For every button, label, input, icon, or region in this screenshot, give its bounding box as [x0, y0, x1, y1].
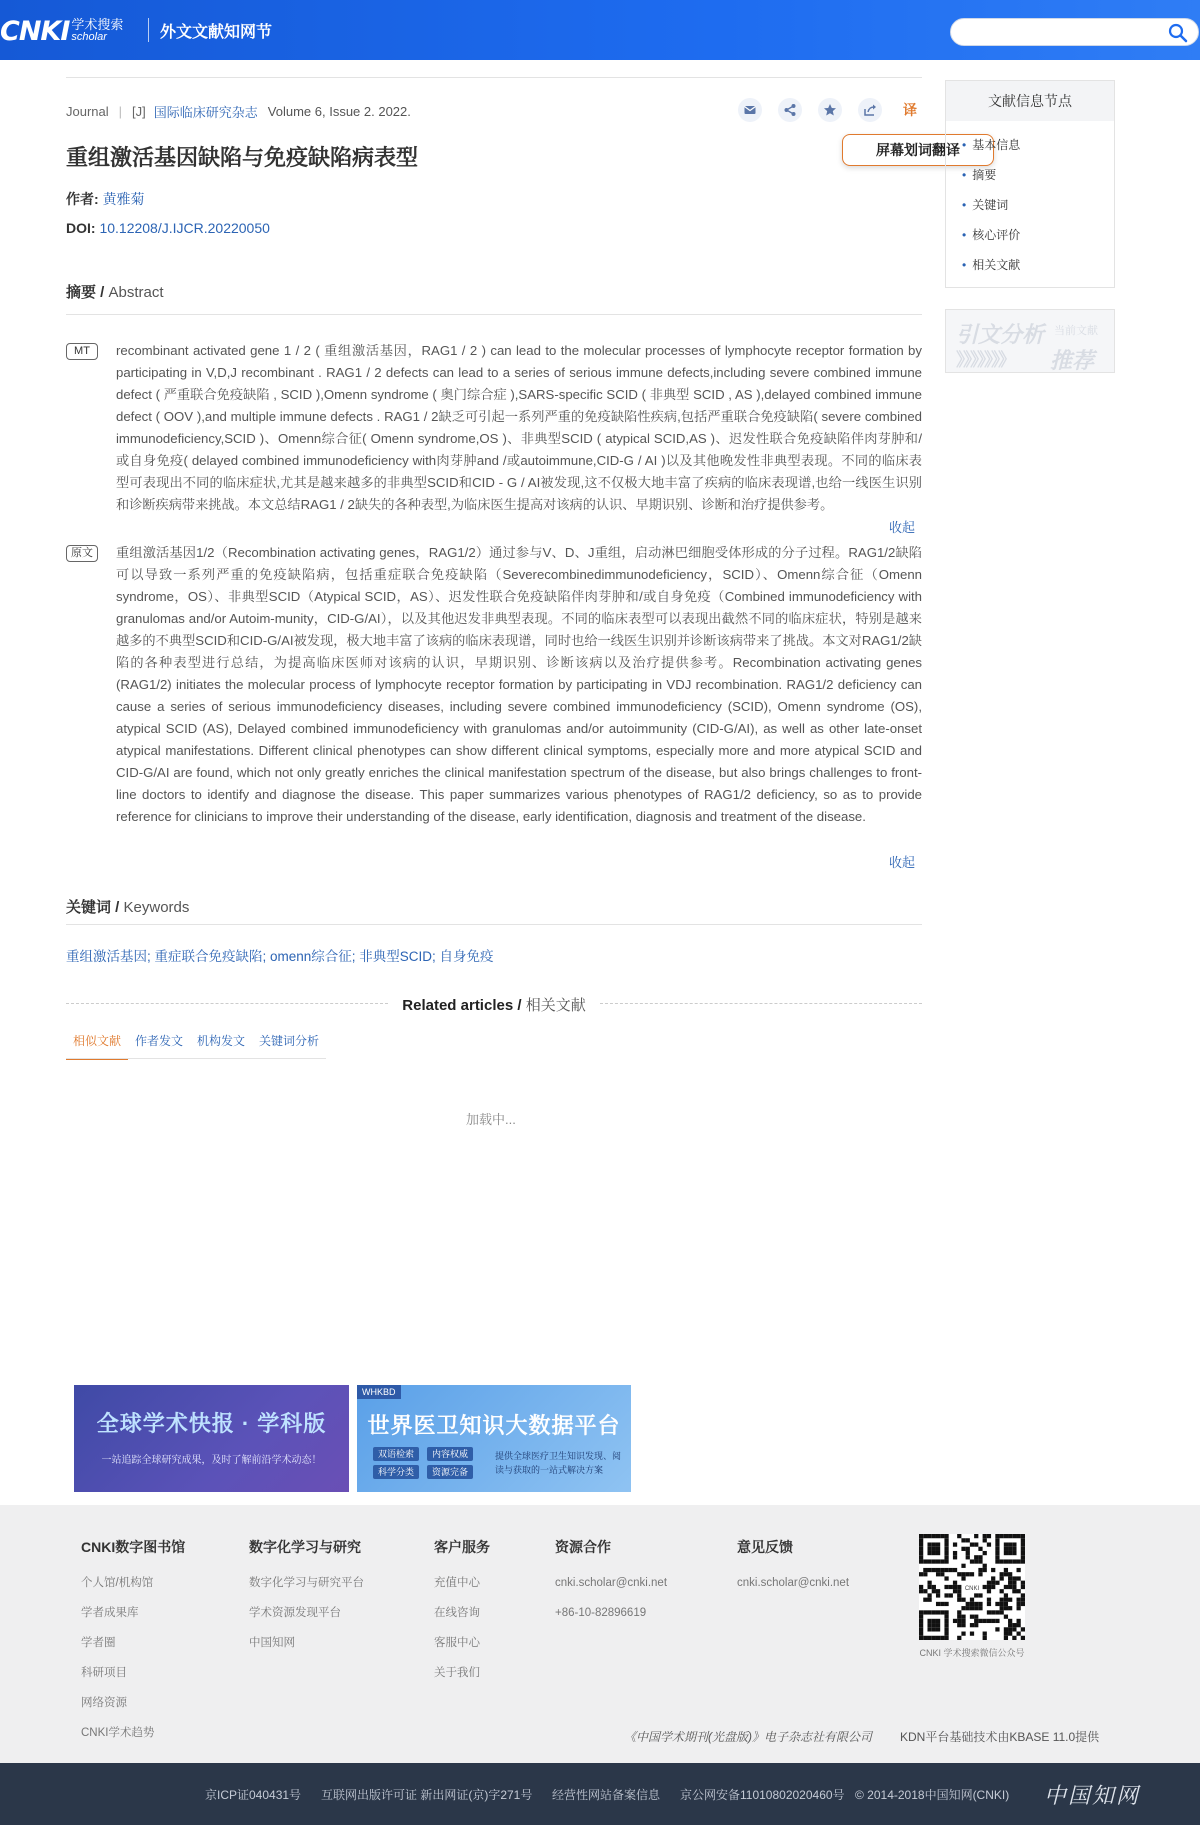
- sidebar-item-core-evaluation[interactable]: • 核心评价: [962, 226, 1020, 243]
- bottom-bar: [0, 1763, 1200, 1825]
- sidebar-heading: 文献信息节点: [946, 81, 1114, 121]
- original-abstract-text: 重组激活基因1/2（Recombination activating genes，RAG1/2）通过参与V、D、J重组，启动淋巴细胞受体形成的分子过程。RAG1/2缺陷可以导致一系列严重的免疫缺陷病，包括重症联合免疫缺陷（Severecombinedimmunodeficiency，SCID）、Omenn综合征（Omenn syndrome，OS）、非典型SCID（Atypical SCID，AS）、迟发性联合免疫缺陷伴肉芽肿和/或自身免疫（Combined immunodeficiency with granulomas and/or Autoim-munity，CID-G/AI），以及其他迟发非典型表现。不同的临床表型可以表现出截然不同的临床症状，特别是越来越多的不典型SCID和CID-G/AI被发现，极大地丰富了该病的临床表现谱，同时也给一线医生识别并诊断该病带来了挑战。本文对RAG1/2缺陷的各种表型进行总结，为提高临床医师对该病的认识，早期识别、诊断该病以及治疗提供参考。Recombination activating genes (RAG1/2) initiates the molecular process of lymphocyte receptor formation by participating in VDJ recombination. RAG1/2 deficiency can cause a series of serious immunodeficiency diseases, including severe combined immunodeficiency (SCID), Omenn syndrome (OS), atypical SCID (AS), Delayed combined immunodeficiency with granulomas and/or autoimmunity (CID-G/AI), as well as other late-onset atypical manifestations. Different clinical phenotypes can show different clinical symptoms, especially more and more atypical SCID and CID-G/AI are found, which not only greatly enriches the clinical manifestation spectrum of the disease, but also brings challenges to front-line doctors to identify and diagnose the disease. This paper summarizes various phenotypes of RAG1/2 deficiency, so as to provide reference for clinicians to improve their understanding of the disease, early identification, diagnosis and treatment of the disease.: [116, 545, 922, 824]
- footer-link[interactable]: 数字化学习与研究平台: [249, 1577, 364, 1589]
- related-tabs: [66, 1030, 326, 1060]
- top-header: [0, 0, 1200, 60]
- doc-type: Journal: [66, 104, 109, 119]
- original-collapse-link[interactable]: 收起: [889, 855, 916, 870]
- banner2-chip: 双语检索: [373, 1447, 419, 1461]
- keywords-heading-en: Keywords: [123, 899, 190, 916]
- journal-name-link[interactable]: 国际临床研究杂志: [153, 105, 258, 120]
- abstract-heading-en: Abstract: [108, 284, 164, 301]
- footer-email[interactable]: cnki.scholar@cnki.net: [737, 1577, 850, 1589]
- footer-phone: +86-10-82896619: [555, 1607, 647, 1619]
- author-label: 作者:: [66, 191, 103, 207]
- author-line: [66, 189, 145, 209]
- copyright: © 2014-2018中国知网(CNKI): [855, 1788, 1010, 1802]
- police-record[interactable]: 京公网安备11010802020460号: [680, 1788, 845, 1802]
- footer-col-title: CNKI数字图书馆: [81, 1539, 186, 1555]
- abstract-divider: [66, 314, 922, 315]
- author-link[interactable]: 黄雅菊: [102, 191, 145, 207]
- tab-author-articles[interactable]: 作者发文: [135, 1034, 184, 1048]
- website-record[interactable]: 经营性网站备案信息: [552, 1788, 661, 1802]
- keywords-heading-cn: 关键词 /: [66, 899, 124, 916]
- footer-col-feedback: [737, 1537, 849, 1606]
- mt-abstract-text: recombinant activated gene 1 / 2 ( 重组激活基因，RAG1 / 2 ) can lead to the molecular processes of lymphocyte receptor formation by participating in V,D,J recombinant . RAG1 / 2 defects can lead to a series of serious immune defects,including severe combined immune defect ( 严重联合免疫缺陷 , SCID ),Omenn syndrome ( 奥门综合症 ),SARS-specific SCID ( 非典型 SCID , AS ),delayed combined immune defect ( OOV ),and multiple immune defects . RAG1 / 2缺乏可引起一系列严重的免疫缺陷性疾病,包括严重联合免疫缺陷( severe combined immunodeficiency,SCID )、Omenn综合征( Omenn syndrome,OS )、非典型SCID ( atypical SCID,AS )、迟发性联合免疫缺陷伴肉芽肿和/或自身免疫( delayed combined immunodeficiency with肉芽肿and /或autoimmune,CID-G / AI )以及其他晚发性非典型表现。不同的临床表型可表现出不同的临床症状,尤其是越来越多的非典型SCID和CID - G / AI被发现,这不仅极大地丰富了疾病的临床表现谱,也给一线医生识别和诊断疾病带来挑战。本文总结RAG1 / 2缺失的各种表型,为临床医生提高对该病的认识、早期识别、诊断和治疗提供参考。: [116, 343, 922, 512]
- search-icon[interactable]: [1168, 23, 1188, 43]
- footer-link[interactable]: 在线咨询: [434, 1607, 480, 1619]
- abstract-heading: [66, 281, 164, 302]
- banner2-tag: WHKBD: [357, 1385, 401, 1399]
- translate-button[interactable]: 译: [903, 102, 917, 118]
- banner2-chip: 科学分类: [373, 1465, 419, 1479]
- kdn-info: KDN平台基础技术由KBASE 11.0提供: [900, 1730, 1100, 1744]
- mt-tag: MT: [66, 343, 98, 360]
- cnki-logo[interactable]: [0, 16, 123, 46]
- original-tag: 原文: [66, 545, 98, 562]
- doi-line: [66, 220, 270, 236]
- footer-link[interactable]: 学者圈: [81, 1637, 116, 1649]
- banner2-chip: 内容权威: [427, 1447, 473, 1461]
- export-icon[interactable]: [858, 98, 882, 122]
- tab-similar-articles[interactable]: 相似文献: [66, 1030, 128, 1060]
- icp-license[interactable]: 京ICP证040431号: [205, 1788, 302, 1802]
- publishing-license[interactable]: 互联网出版许可证 新出网证(京)字271号: [321, 1788, 533, 1802]
- logo-main-text: CNKI: [0, 15, 70, 47]
- tab-institution-articles[interactable]: 机构发文: [197, 1034, 246, 1048]
- footer-link[interactable]: 学者成果库: [81, 1607, 139, 1619]
- meta-separator: |: [118, 104, 123, 119]
- site-title: 外文文献知网节: [160, 24, 273, 41]
- footer-col-service: [434, 1537, 490, 1696]
- related-heading-cn: 相关文献: [525, 997, 586, 1014]
- logo-sub-top: 学术搜索: [71, 17, 124, 32]
- sidebar-item-abstract[interactable]: • 摘要: [962, 166, 996, 183]
- sidebar-item-basic-info[interactable]: • 基本信息: [962, 136, 1020, 153]
- search-box: [950, 18, 1199, 46]
- global-academic-banner[interactable]: [74, 1385, 349, 1492]
- footer-col-learning: [249, 1537, 364, 1666]
- article-title: 重组激活基因缺陷与免疫缺陷病表型: [66, 145, 419, 170]
- footer-link[interactable]: 科研项目: [81, 1667, 127, 1679]
- article-meta: [66, 102, 411, 121]
- related-heading: [0, 994, 988, 1015]
- footer-link[interactable]: 客服中心: [434, 1637, 480, 1649]
- banner1-title: 全球学术快报 · 学科版: [96, 1411, 327, 1436]
- sidebar-item-related[interactable]: • 相关文献: [962, 256, 1020, 273]
- banner1-subtitle: 一站追踪全球研究成果，及时了解前沿学术动态！: [101, 1455, 322, 1466]
- search-input[interactable]: [963, 23, 1163, 43]
- ad-line1: 引文分析: [956, 322, 1045, 347]
- logo-sub-bottom: scholar: [71, 31, 107, 43]
- footer-link[interactable]: CNKI学术趋势: [81, 1727, 155, 1739]
- medical-knowledge-banner[interactable]: [357, 1385, 631, 1492]
- footer-link[interactable]: 中国知网: [249, 1637, 295, 1649]
- info-node-sidebar: [945, 80, 1115, 288]
- keywords-list[interactable]: 重组激活基因; 重症联合免疫缺陷; omenn综合征; 非典型SCID; 自身免疫: [66, 949, 494, 964]
- header-divider: [148, 18, 149, 42]
- cnki-brand-logo: 中国知网: [1044, 1784, 1141, 1809]
- footer-col-library: [81, 1537, 185, 1756]
- sidebar-item-keywords[interactable]: • 关键词: [962, 196, 1008, 213]
- related-heading-en: Related articles /: [402, 997, 526, 1014]
- footer-link[interactable]: 关于我们: [434, 1667, 480, 1679]
- mt-collapse-link[interactable]: 收起: [889, 520, 916, 535]
- citation-analysis-ad[interactable]: [945, 309, 1115, 373]
- banner2-title: 世界医卫知识大数据平台: [367, 1413, 621, 1438]
- tab-keyword-analysis[interactable]: 关键词分析: [259, 1034, 320, 1048]
- doi-label: DOI:: [66, 220, 100, 236]
- translate-tooltip: 屏幕划词翻译: [842, 134, 994, 166]
- footer-col-cooperation: [555, 1537, 667, 1636]
- footer-col-title: 数字化学习与研究: [249, 1539, 361, 1555]
- footer-link[interactable]: 个人馆/机构馆: [81, 1577, 154, 1589]
- qr-caption: CNKI 学术搜索微信公众号: [919, 1648, 1025, 1658]
- banner2-subtitle: 提供全球医疗卫生知识发现、阅读与获取的一站式解决方案: [495, 1451, 622, 1475]
- keywords-heading: [66, 896, 189, 917]
- favorite-star-icon[interactable]: [818, 98, 842, 122]
- wechat-qr-code: [919, 1534, 1025, 1640]
- share-icon[interactable]: [778, 98, 802, 122]
- loading-text: 加载中...: [466, 1112, 516, 1127]
- ad-line3: 推荐: [1050, 348, 1095, 373]
- banner2-chip: 资源完备: [427, 1465, 473, 1479]
- qr-center-label: CNKI: [964, 1586, 980, 1592]
- tabs-divider: [66, 1058, 326, 1059]
- article-tools: [738, 98, 922, 122]
- doi-link[interactable]: 10.12208/J.IJCR.20220050: [99, 220, 270, 236]
- footer-link[interactable]: 网络资源: [81, 1697, 127, 1709]
- journal-tag: [J]: [132, 104, 146, 119]
- ad-small: 当前文献: [1054, 325, 1098, 337]
- footer-col-title: 意见反馈: [737, 1539, 793, 1555]
- ad-arrows: 》》》》》》》: [956, 350, 1014, 370]
- email-icon[interactable]: [738, 98, 762, 122]
- volume-issue: Volume 6, Issue 2. 2022.: [267, 104, 411, 119]
- footer-link[interactable]: 充值中心: [434, 1577, 480, 1589]
- footer-col-title: 客户服务: [434, 1539, 490, 1555]
- top-divider: [66, 77, 922, 78]
- footer-email[interactable]: cnki.scholar@cnki.net: [555, 1577, 668, 1589]
- abstract-heading-cn: 摘要 /: [66, 284, 109, 301]
- footer-link[interactable]: 学术资源发现平台: [249, 1607, 341, 1619]
- keywords-divider: [66, 924, 922, 925]
- footer-col-title: 资源合作: [555, 1539, 611, 1555]
- publisher-info: 《中国学术期刊(光盘版)》电子杂志社有限公司: [624, 1730, 872, 1744]
- logo-sub: [71, 19, 123, 43]
